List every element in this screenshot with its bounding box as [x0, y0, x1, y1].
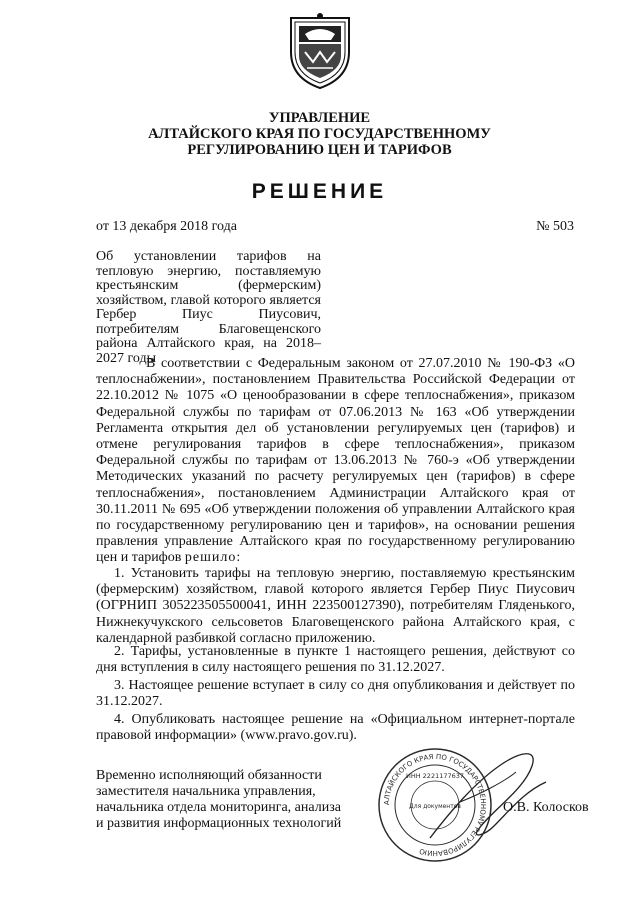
signer-line-3: начальника отдела мониторинга, анализа: [96, 800, 341, 815]
agency-name-line-2: АЛТАЙСКОГО КРАЯ ПО ГОСУДАРСТВЕННОМУ: [148, 126, 491, 142]
signer-line-4: и развития информационных технологий: [96, 816, 342, 831]
document-number: № 503: [536, 219, 574, 234]
handwritten-signature: [420, 742, 560, 852]
item-3: 3. Настоящее решение вступает в силу со дня опубликования и действует по 31.12.2027.: [96, 678, 575, 710]
agency-name-line-3: РЕГУЛИРОВАНИЮ ЦЕН И ТАРИФОВ: [187, 142, 452, 158]
signer-name: О.В. Колосков: [503, 800, 589, 815]
coat-of-arms-emblem: [287, 12, 353, 90]
stamp-center-text: Для документов: [409, 803, 461, 810]
document-date: от 13 декабря 2018 года: [96, 219, 237, 234]
item-4: 4. Опубликовать настоящее решение на «Официальном интернет-портале правовой информации» (www.pravo.gov.ru).: [96, 712, 575, 744]
signer-line-1: Временно исполняющий обязанности: [96, 768, 322, 783]
stamp-ring-text: АЛТАЙСКОГО КРАЯ ПО ГОСУДАРСТВЕННОМУ РЕГУЛИРОВАНИЮ: [382, 752, 488, 858]
decision-subject: Об установлении тарифов на тепловую энергию, поставляемую крестьянским (фермерским) хозяйством, главой которого является Гербер Пиус Пиусович, потребителям Благовещенского района Алтайского края, на 2018–2027 годы: [96, 249, 321, 366]
item-2: 2. Тарифы, установленные в пункте 1 настоящего решения, действуют со дня вступления в силу настоящего решения по 31.12.2027.: [96, 644, 575, 676]
signer-position: [96, 768, 366, 832]
preamble-text: В соответствии с Федеральным законом от 27.07.2010 № 190-ФЗ «О теплоснабжении», постановлением Правительства Российской Федерации от 22.10.2012 № 1075 «О ценообразовании в сфере теплоснабжения», приказом Федеральной службы по тарифам от 07.06.2013 № 163 «Об утверждении Регламента открытия дел об установлении регулируемых цен (тарифов) и отмене регулирования тарифов в сфере теплоснабжения», приказом Федеральной службы по тарифам от 13.06.2013 № 760-э «Об утверждении Методических указаний по расчету регулируемых цен (тарифов) в сфере теплоснабжения», постановлением Администрации Алтайского края от 30.11.2011 № 695 «Об утверждении положения об управлении Алтайского края по государственному регулированию цен и тарифов», на основании решения правления управление Алтайского края по государственному регулированию цен и тарифов: [96, 356, 575, 566]
stamp-inn: ИНН 2221177637: [405, 772, 465, 780]
item-1: 1. Установить тарифы на тепловую энергию, поставляемую крестьянским (фермерским) хозяйством, главой которого является Гербер Пиус Пиусович (ОГРНИП 305223505500041, ИНН 223500127390), потребителям Гляденького, Нижнекучукского сельсоветов Благовещенского района Алтайского края, с календарной разбивкой согласно приложению.: [96, 566, 575, 646]
agency-name-line-1: УПРАВЛЕНИЕ: [268, 110, 371, 126]
document-title: РЕШЕНИЕ: [251, 180, 388, 203]
signer-line-2: заместителя начальника управления,: [96, 784, 316, 799]
preamble-decides: решило:: [184, 550, 242, 566]
preamble-paragraph: [96, 356, 575, 567]
